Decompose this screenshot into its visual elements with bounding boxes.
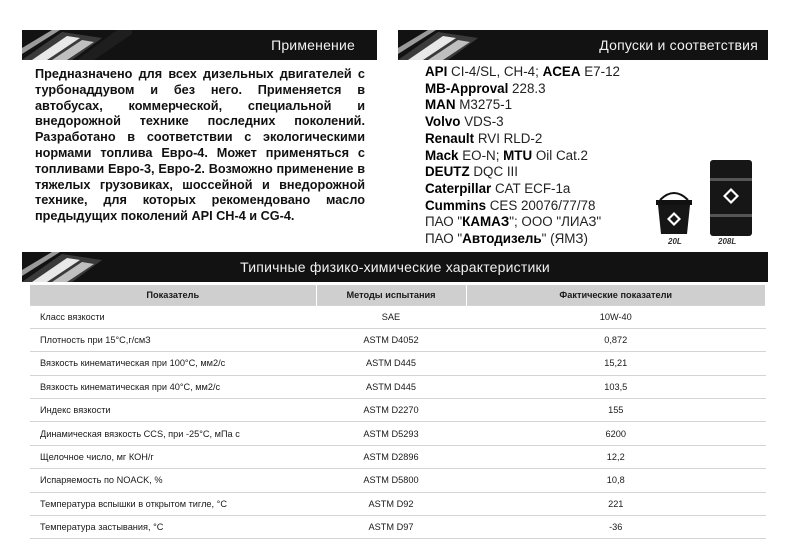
tolerance-spec: "; ООО "ЛИАЗ" xyxy=(509,214,602,230)
bucket-20l-icon xyxy=(650,188,698,236)
application-title: Применение xyxy=(271,37,355,53)
tolerance-item xyxy=(425,198,645,215)
tolerance-spec: DQC III xyxy=(469,164,518,180)
column-header-method: Методы испытания xyxy=(316,285,466,305)
method-cell: ASTM D97 xyxy=(316,516,466,539)
checkered-flag-icon xyxy=(22,30,132,60)
tolerance-item xyxy=(425,97,645,114)
column-header-parameter: Показатель xyxy=(30,285,316,305)
parameter-cell: Вязкость кинематическая при 40°С, мм2/с xyxy=(30,375,316,398)
table-row xyxy=(30,422,766,445)
parameter-cell: Испаряемость по NOACK, % xyxy=(30,469,316,492)
value-cell: 15,21 xyxy=(466,352,766,375)
value-cell: 10W-40 xyxy=(466,305,766,328)
tolerance-item xyxy=(425,231,645,248)
parameter-cell: Динамическая вязкость CCS, при -25°С, мПа с xyxy=(30,422,316,445)
method-cell: ASTM D445 xyxy=(316,375,466,398)
tolerances-list xyxy=(425,64,645,248)
tolerance-item xyxy=(425,148,645,165)
value-cell: 6200 xyxy=(466,422,766,445)
value-cell: 0,872 xyxy=(466,328,766,351)
table-row xyxy=(30,492,766,515)
value-cell: 103,5 xyxy=(466,375,766,398)
drum-208l-icon xyxy=(706,158,756,238)
tolerance-brand: Volvo xyxy=(425,114,461,130)
table-row xyxy=(30,399,766,422)
method-cell: SAE xyxy=(316,305,466,328)
tolerance-item xyxy=(425,214,645,231)
tolerance-spec: Oil Cat.2 xyxy=(532,147,588,163)
tolerance-spec: 228.3 xyxy=(508,80,546,96)
method-cell: ASTM D5293 xyxy=(316,422,466,445)
method-cell: ASTM D5800 xyxy=(316,469,466,492)
parameter-cell: Щелочное число, мг КОН/г xyxy=(30,445,316,468)
tolerance-brand: MTU xyxy=(503,147,533,163)
application-header-bar xyxy=(22,30,377,60)
value-cell: -36 xyxy=(466,516,766,539)
tolerance-brand: Автодизель xyxy=(462,231,542,247)
table-row xyxy=(30,445,766,468)
table-row xyxy=(30,469,766,492)
parameter-cell: Температура застывания, °С xyxy=(30,516,316,539)
tolerance-brand: Cummins xyxy=(425,197,487,213)
tolerance-brand: MB-Approval xyxy=(425,80,509,96)
application-description: Предназначено для всех дизельных двигателей с турбонаддувом и без него. Применяется в автобусах, коммерческой, специальной и внедорожной технике последних поколений. Разработано в соответствии с экологическими нормами топлива Евро-4. Может применяться с топливами Евро-3, Евро-2. Возможно применение в тяжелых грузовиках, шоссейной и внедорожной технике, для которых рекомендовано масло предыдущих поколений API CH-4 и CG-4. xyxy=(35,67,365,224)
table-row xyxy=(30,375,766,398)
tolerance-brand: ACEA xyxy=(542,64,581,79)
tolerance-spec: ПАО " xyxy=(425,214,463,230)
method-cell: ASTM D445 xyxy=(316,352,466,375)
tolerance-spec: E7-12 xyxy=(580,64,620,79)
properties-table xyxy=(30,285,766,539)
table-row xyxy=(30,305,766,328)
tolerance-brand: DEUTZ xyxy=(425,164,470,180)
parameter-cell: Класс вязкости xyxy=(30,305,316,328)
tolerance-brand: MAN xyxy=(425,97,456,113)
parameter-cell: Индекс вязкости xyxy=(30,399,316,422)
tolerances-header-bar xyxy=(398,30,768,60)
table-row xyxy=(30,328,766,351)
parameter-cell: Вязкость кинематическая при 100°С, мм2/с xyxy=(30,352,316,375)
tolerance-brand: API xyxy=(425,64,448,79)
tolerance-brand: Caterpillar xyxy=(425,180,492,196)
table-row xyxy=(30,516,766,539)
properties-title: Типичные физико-химические характеристики xyxy=(240,259,550,275)
method-cell: ASTM D2896 xyxy=(316,445,466,468)
tolerance-spec: CAT ECF-1a xyxy=(491,180,571,196)
tolerance-spec: RVI RLD-2 xyxy=(474,130,543,146)
tolerance-item xyxy=(425,64,645,81)
tolerance-brand: КАМАЗ xyxy=(462,214,510,230)
tolerance-spec: CI-4/SL, CH-4; xyxy=(447,64,543,79)
tolerance-spec: EO-N; xyxy=(458,147,504,163)
tolerances-title: Допуски и соответствия xyxy=(599,37,758,53)
tolerance-spec: CES 20076/77/78 xyxy=(486,197,596,213)
parameter-cell: Плотность при 15°С,г/смЗ xyxy=(30,328,316,351)
parameter-cell: Температура вспышки в открытом тигле, °С xyxy=(30,492,316,515)
table-header-row xyxy=(30,285,766,305)
tolerance-item xyxy=(425,131,645,148)
tolerance-spec: " (ЯМЗ) xyxy=(541,231,588,247)
checkered-flag-icon xyxy=(398,30,508,60)
method-cell: ASTM D2270 xyxy=(316,399,466,422)
column-header-value: Фактические показатели xyxy=(466,285,766,305)
method-cell: ASTM D92 xyxy=(316,492,466,515)
tolerance-item xyxy=(425,181,645,198)
tolerance-spec: M3275-1 xyxy=(455,97,513,113)
tolerance-brand: Mack xyxy=(425,147,459,163)
tolerance-spec: ПАО " xyxy=(425,231,463,247)
tolerance-item xyxy=(425,114,645,131)
drum-volume-label: 208L xyxy=(718,237,737,246)
value-cell: 12,2 xyxy=(466,445,766,468)
value-cell: 221 xyxy=(466,492,766,515)
value-cell: 10,8 xyxy=(466,469,766,492)
tolerance-item xyxy=(425,81,645,98)
method-cell: ASTM D4052 xyxy=(316,328,466,351)
bucket-volume-label: 20L xyxy=(668,237,682,246)
value-cell: 155 xyxy=(466,399,766,422)
table-row xyxy=(30,352,766,375)
tolerance-spec: VDS-3 xyxy=(460,114,504,130)
properties-header-bar xyxy=(22,252,768,282)
tolerance-item xyxy=(425,164,645,181)
tolerance-brand: Renault xyxy=(425,130,475,146)
